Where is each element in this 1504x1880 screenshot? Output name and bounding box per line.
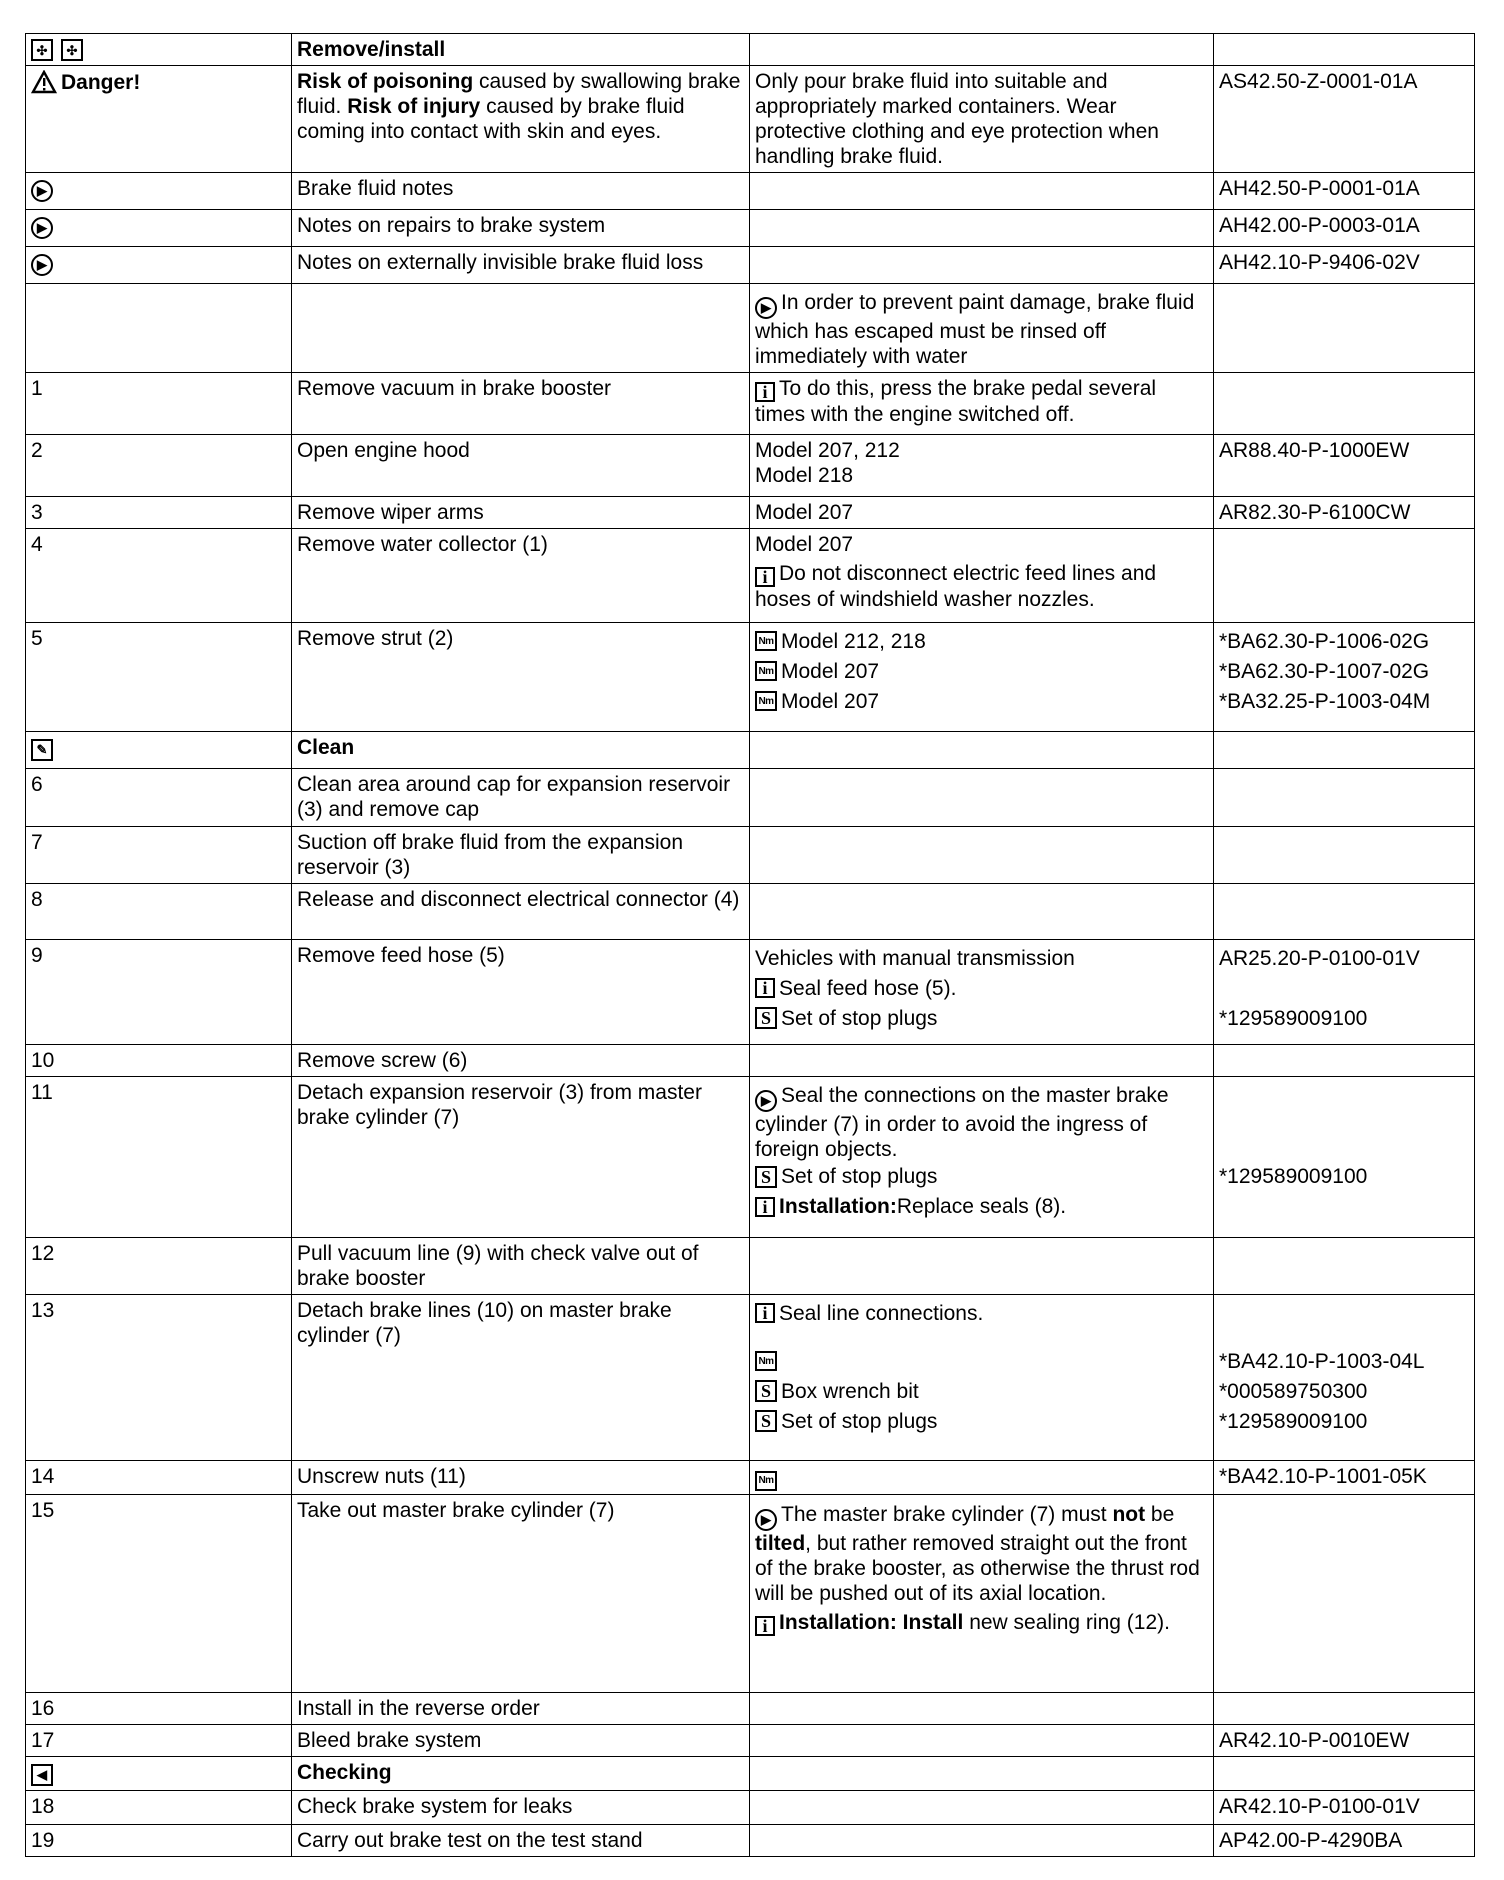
step-row — [26, 1045, 1475, 1077]
step-row — [26, 1825, 1475, 1857]
step-number: 17 — [26, 1725, 292, 1757]
step-number: 3 — [26, 497, 292, 529]
warning-triangle-icon — [31, 70, 57, 94]
step-text: Carry out brake test on the test stand — [292, 1825, 750, 1857]
step-text: Open engine hood — [292, 435, 750, 497]
step-number: 19 — [26, 1825, 292, 1857]
step-number: 11 — [26, 1077, 292, 1238]
step-text: Detach brake lines (10) on master brake cylinder (7) — [292, 1295, 750, 1461]
step-ref[interactable]: *BA62.30-P-1007-02G — [1219, 659, 1430, 683]
step-number: 12 — [26, 1238, 292, 1295]
step-row: 9 Remove feed hose (5) Vehicles with manual transmission i Seal feed hose (5). S Set of stop plugs AR25.20-P-0100-01V *129589009100 — [26, 940, 1475, 1045]
step-text: Clean area around cap for expansion reservoir (3) and remove cap — [292, 769, 750, 827]
step-ref[interactable]: *BA62.30-P-1006-02G — [1219, 629, 1430, 653]
torque-nm-icon: Nm — [755, 1471, 777, 1491]
note-ref[interactable]: AH42.50-P-0001-01A — [1214, 173, 1475, 210]
torque-nm-icon: Nm — [755, 691, 777, 711]
step-row — [26, 827, 1475, 884]
step-number: 6 — [26, 769, 292, 827]
step-ref[interactable]: *129589009100 — [1219, 1164, 1368, 1188]
step-ref[interactable]: *BA32.25-P-1003-04M — [1219, 689, 1431, 713]
step-text: Check brake system for leaks — [292, 1791, 750, 1825]
step-text: Take out master brake cylinder (7) — [292, 1495, 750, 1693]
note-circle-icon: ▶ — [31, 180, 53, 202]
install-icon: ✣ — [61, 39, 83, 61]
step-number: 15 — [26, 1495, 292, 1693]
step-ref[interactable]: AR88.40-P-1000EW — [1214, 435, 1475, 497]
info-i-icon: i — [755, 382, 775, 402]
step-text: Remove wiper arms — [292, 497, 750, 529]
step-text: Detach expansion reservoir (3) from master brake cylinder (7) — [292, 1077, 750, 1238]
note-circle-icon: ▶ — [31, 254, 53, 276]
step-ref[interactable]: AR82.30-P-6100CW — [1214, 497, 1475, 529]
header-row — [26, 34, 1475, 66]
danger-row — [26, 66, 1475, 173]
info-i-icon: i — [755, 1616, 775, 1636]
special-tool-icon: S — [755, 1410, 777, 1432]
step-text: Suction off brake fluid from the expansion reservoir (3) — [292, 827, 750, 884]
step-number: 9 — [26, 940, 292, 1045]
info-i-icon: i — [755, 1197, 775, 1217]
info-i-icon: i — [755, 567, 775, 587]
note-circle-icon: ▶ — [755, 297, 777, 319]
step-ref[interactable]: AR25.20-P-0100-01V — [1219, 946, 1420, 970]
step-text: Remove vacuum in brake booster — [292, 373, 750, 435]
step-row: 5 Remove strut (2) Nm Model 212, 218 Nm Model 207 Nm Model 207 *BA62.30-P-1006-02G *BA62.30-P-1007-02G *BA32.25-P-1003-04M — [26, 623, 1475, 732]
special-tool-icon: S — [755, 1007, 777, 1029]
step-row: 3 Remove wiper arms Model 207 AR82.30-P-6100CW — [26, 497, 1475, 529]
torque-nm-icon: Nm — [755, 661, 777, 681]
torque-nm-icon: Nm — [755, 631, 777, 651]
section-title: Remove/install — [292, 34, 750, 66]
step-ref[interactable]: AR42.10-P-0100-01V — [1214, 1791, 1475, 1825]
note-row: ▶ Notes on externally invisible brake fluid loss AH42.10-P-9406-02V — [26, 247, 1475, 284]
work-instruction-table — [25, 33, 1475, 1857]
step-row: 2 Open engine hood Model 207, 212 Model 218 AR88.40-P-1000EW — [26, 435, 1475, 497]
step-ref[interactable]: *BA42.10-P-1001-05K — [1214, 1461, 1475, 1495]
step-text: Unscrew nuts (11) — [292, 1461, 750, 1495]
paint-note-row — [26, 284, 1475, 373]
step-row: 1 Remove vacuum in brake booster i To do this, press the brake pedal several times with the engine switched off. — [26, 373, 1475, 435]
step-number: 10 — [26, 1045, 292, 1077]
step-row: 11 Detach expansion reservoir (3) from master brake cylinder (7) ▶ Seal the connections on the master brake cylinder (7) in order to avoid the ingress of foreign objects. S Set of stop plugs i Installation: Replace seals (8). *129589009100 — [26, 1077, 1475, 1238]
note-ref[interactable]: AH42.10-P-9406-02V — [1214, 247, 1475, 284]
paint-note: In order to prevent paint damage, brake fluid which has escaped must be rinsed off immediately with water — [755, 291, 1195, 368]
step-text: Bleed brake system — [292, 1725, 750, 1757]
step-row — [26, 769, 1475, 827]
note-circle-icon: ▶ — [31, 217, 53, 239]
checking-icon: ◀ — [31, 1764, 53, 1786]
step-number: 1 — [26, 373, 292, 435]
info-i-icon: i — [755, 1303, 775, 1323]
step-text: Install in the reverse order — [292, 1693, 750, 1725]
step-row: 4 Remove water collector (1) Model 207 i Do not disconnect electric feed lines and hoses of windshield washer nozzles. — [26, 529, 1475, 623]
step-row — [26, 884, 1475, 940]
step-ref[interactable]: *129589009100 — [1219, 1409, 1368, 1433]
step-row — [26, 1693, 1475, 1725]
clean-icon: ✎ — [31, 739, 53, 761]
step-number: 18 — [26, 1791, 292, 1825]
danger-measure: Only pour brake fluid into suitable and appropriately marked containers. Wear protective clothing and eye protection when handling brake fluid. — [750, 66, 1214, 173]
step-number: 16 — [26, 1693, 292, 1725]
note-circle-icon: ▶ — [755, 1090, 777, 1112]
danger-label: Danger! — [61, 70, 141, 94]
step-row — [26, 1461, 1475, 1495]
step-row — [26, 1238, 1475, 1295]
step-number: 14 — [26, 1461, 292, 1495]
step-number: 7 — [26, 827, 292, 884]
danger-ref[interactable]: AS42.50-Z-0001-01A — [1214, 66, 1475, 173]
torque-nm-icon: Nm — [755, 1351, 777, 1371]
step-ref[interactable]: AP42.00-P-4290BA — [1214, 1825, 1475, 1857]
note-ref[interactable]: AH42.00-P-0003-01A — [1214, 210, 1475, 247]
note-row: ▶ Notes on repairs to brake system AH42.00-P-0003-01A — [26, 210, 1475, 247]
step-text: Release and disconnect electrical connector (4) — [292, 884, 750, 940]
step-text: Remove water collector (1) — [292, 529, 750, 623]
step-text: Remove strut (2) — [292, 623, 750, 732]
step-ref[interactable]: *129589009100 — [1219, 1006, 1368, 1030]
step-ref[interactable]: AR42.10-P-0010EW — [1214, 1725, 1475, 1757]
step-number: 4 — [26, 529, 292, 623]
section-title: Checking — [292, 1757, 750, 1791]
info-i-icon: i — [755, 978, 775, 998]
step-number: 8 — [26, 884, 292, 940]
clean-section-row — [26, 732, 1475, 769]
step-row — [26, 1725, 1475, 1757]
step-row: 15 Take out master brake cylinder (7) ▶ The master brake cylinder (7) must not be tilted, but rather removed straight out the front of the brake booster, as otherwise the thrust rod will be pushed out of its axial location. i Installation: Install new sealing ring (12). — [26, 1495, 1475, 1693]
danger-risk-text: Risk of poisoning caused by swallowing brake fluid. Risk of injury caused by brake fluid coming into contact with skin and eyes. — [292, 66, 750, 173]
checking-section-row — [26, 1757, 1475, 1791]
note-circle-icon: ▶ — [755, 1509, 777, 1531]
header-icons-cell — [26, 34, 292, 66]
step-ref[interactable]: *000589750300 — [1219, 1379, 1368, 1403]
special-tool-icon: S — [755, 1380, 777, 1402]
step-number: 5 — [26, 623, 292, 732]
remove-icon: ✣ — [31, 39, 53, 61]
step-ref[interactable]: *BA42.10-P-1003-04L — [1219, 1349, 1425, 1373]
step-row — [26, 1791, 1475, 1825]
step-row: 13 Detach brake lines (10) on master brake cylinder (7) i Seal line connections. Nm S Box wrench bit S Set of stop plugs *BA42.10-P-1003-04L *000589750300 *129589009100 — [26, 1295, 1475, 1461]
step-number: 13 — [26, 1295, 292, 1461]
step-text: Remove feed hose (5) — [292, 940, 750, 1045]
section-title: Clean — [292, 732, 750, 769]
step-number: 2 — [26, 435, 292, 497]
step-text: Remove screw (6) — [292, 1045, 750, 1077]
note-row: ▶ Brake fluid notes AH42.50-P-0001-01A — [26, 173, 1475, 210]
special-tool-icon: S — [755, 1166, 777, 1188]
step-text: Pull vacuum line (9) with check valve out of brake booster — [292, 1238, 750, 1295]
